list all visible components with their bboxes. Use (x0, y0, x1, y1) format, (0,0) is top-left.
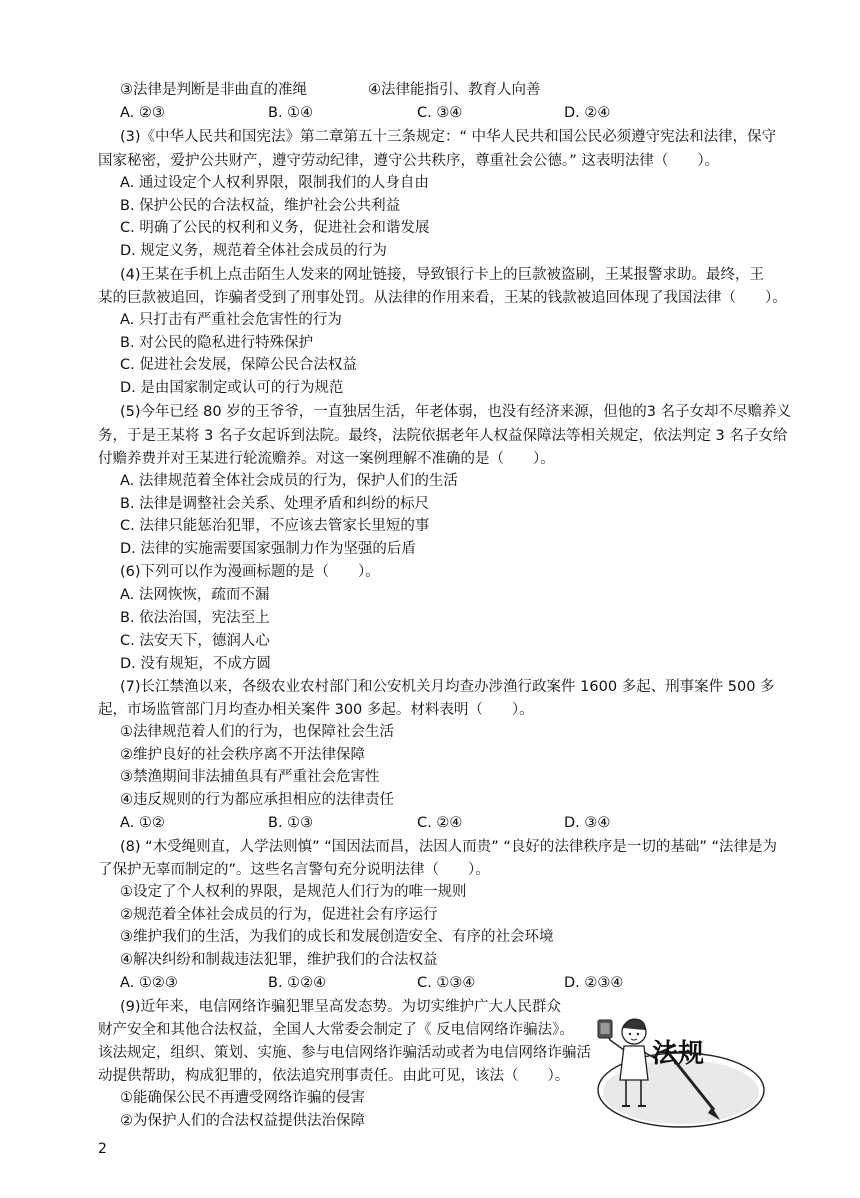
q2-option-d[interactable]: D. ②④ (564, 105, 611, 121)
q6-stem: (6)下列可以作为漫画标题的是（ ）。 (120, 564, 380, 580)
q6-option-a[interactable]: A. 法网恢恢，疏而不漏 (120, 587, 270, 603)
q9-stem-line-4: 动提供帮助，构成犯罪的，依法追究刑事责任。由此可见，该法（ ）。 (98, 1068, 570, 1084)
q8-item-3: ③维护我们的生活，为我们的成长和发展创造安全、有序的社会环境 (120, 929, 554, 945)
q3-option-a[interactable]: A. 通过设定个人权利界限，限制我们的人身自由 (120, 175, 429, 191)
illustration-sign-text: 法规 (652, 1039, 705, 1069)
q6-option-d[interactable]: D. 没有规矩，不成方圆 (120, 656, 271, 672)
q7-option-c[interactable]: C. ②④ (417, 815, 463, 831)
q5-stem-line-1: (5)今年已经 80 岁的王爷爷，一直独居生活，年老体弱，也没有经济来源，但他的3 名子女却不尽赡养义 (120, 404, 792, 420)
q9-stem-line-3: 该法规定，组织、策划、实施、参与电信网络诈骗活动或者为电信网络诈骗活 (98, 1045, 591, 1061)
cartoon-illustration (596, 1010, 766, 1130)
q8-option-b[interactable]: B. ①②④ (268, 975, 327, 991)
q4-stem-line-2: 某的巨款被追回，诈骗者受到了刑事处罚。从法律的作用来看，王某的钱款被追回体现了我国法律（ ）。 (98, 290, 787, 306)
q8-options (120, 973, 760, 993)
q2-options (120, 103, 760, 123)
q8-option-a[interactable]: A. ①②③ (120, 975, 178, 991)
q5-option-a[interactable]: A. 法律规范着全体社会成员的行为，保护人们的生活 (120, 473, 458, 489)
q2-option-c[interactable]: C. ③④ (417, 105, 463, 121)
q6-option-c[interactable]: C. 法安天下，德润人心 (120, 633, 270, 649)
q3-option-b[interactable]: B. 保护公民的合法权益，维护社会公共利益 (120, 198, 401, 214)
q4-option-b[interactable]: B. 对公民的隐私进行特殊保护 (120, 335, 314, 351)
q7-item-1: ①法律规范着人们的行为，也保障社会生活 (120, 724, 394, 740)
q8-item-1: ①设定了个人权利的界限，是规范人们行为的唯一规则 (120, 884, 467, 900)
q4-option-a[interactable]: A. 只打击有严重社会危害性的行为 (120, 312, 342, 328)
q3-option-d[interactable]: D. 规定义务，规范着全体社会成员的行为 (120, 243, 387, 259)
q4-stem-line-1: (4)王某在手机上点击陌生人发来的网址链接，导致银行卡上的巨款被盗刷，王某报警求助。最终，王 (120, 267, 765, 283)
q8-item-4: ④解决纠纷和制裁违法犯罪，维护我们的合法权益 (120, 952, 438, 968)
q4-option-c[interactable]: C. 促进社会发展，保障公民合法权益 (120, 357, 357, 373)
q6-option-b[interactable]: B. 依法治国，宪法至上 (120, 610, 270, 626)
q3-stem-line-2: 国家秘密，爱护公共财产，遵守劳动纪律，遵守公共秩序，尊重社会公德。” 这表明法律（ ）。 (98, 153, 720, 169)
q8-item-2: ②规范着全体社会成员的行为，促进社会有序运行 (120, 907, 438, 923)
q2-item-4: ④法律能指引、教育人向善 (368, 82, 541, 98)
q7-item-4: ④违反规则的行为都应承担相应的法律责任 (120, 792, 394, 808)
q8-option-c[interactable]: C. ①③④ (417, 975, 476, 991)
q7-option-a[interactable]: A. ①② (120, 815, 165, 831)
q7-option-b[interactable]: B. ①③ (268, 815, 314, 831)
q2-option-a[interactable]: A. ②③ (120, 105, 165, 121)
q3-stem-line-1: (3)《中华人民共和国宪法》第二章第五十三条规定：“ 中华人民共和国公民必须遵守宪法和法律，保守 (120, 129, 777, 145)
q3-option-c[interactable]: C. 明确了公民的权利和义务，促进社会和谐发展 (120, 220, 430, 236)
q5-stem-line-3: 付赡养费并对王某进行轮流赡养。对这一案例理解不准确的是（ ）。 (98, 451, 555, 467)
q8-stem-line-1: (8) “木受绳则直，人学法则慎” “国因法而昌，法因人而贵” “良好的法律秩序是一切的基础” “法律是为 (120, 839, 778, 855)
q2-item-3: ③法律是判断是非曲直的准绳 (120, 82, 307, 98)
q7-item-2: ②维护良好的社会秩序离不开法律保障 (120, 747, 365, 763)
q9-stem-line-2: 财产安全和其他合法权益，全国人大常委会制定了《 反电信网络诈骗法》。 (98, 1022, 574, 1038)
q5-option-c[interactable]: C. 法律只能惩治犯罪，不应该去管家长里短的事 (120, 518, 430, 534)
q8-stem-line-2: 了保护无辜而制定的”。这些名言警句充分说明法律（ ）。 (98, 862, 490, 878)
q9-item-2: ②为保护人们的合法权益提供法治保障 (120, 1113, 365, 1129)
page-number: 2 (98, 1141, 107, 1157)
q5-option-b[interactable]: B. 法律是调整社会关系、处理矛盾和纠纷的标尺 (120, 496, 430, 512)
q4-option-d[interactable]: D. 是由国家制定或认可的行为规范 (120, 380, 344, 396)
q9-stem-line-1: (9)近年来，电信网络诈骗犯罪呈高发态势。为切实维护广大人民群众 (120, 999, 562, 1015)
q7-option-d[interactable]: D. ③④ (564, 815, 611, 831)
q5-option-d[interactable]: D. 法律的实施需要国家强制力作为坚强的后盾 (120, 541, 416, 557)
q5-stem-line-2: 务，于是王某将 3 名子女起诉到法院。最终，法院依据老年人权益保障法等相关规定，依法判定 3 名子女给 (98, 428, 788, 444)
q7-stem-line-2: 起，市场监管部门月均查办相关案件 300 多起。材料表明（ ）。 (98, 702, 534, 718)
q7-stem-line-1: (7)长江禁渔以来，各级农业农村部门和公安机关月均查办涉渔行政案件 1600 多起、刑事案件 500 多 (120, 679, 775, 695)
q9-item-1: ①能确保公民不再遭受网络诈骗的侵害 (120, 1090, 365, 1106)
q8-option-d[interactable]: D. ②③④ (564, 975, 624, 991)
q2-option-b[interactable]: B. ①④ (268, 105, 314, 121)
q7-item-3: ③禁渔期间非法捕鱼具有严重社会危害性 (120, 769, 380, 785)
q7-options (120, 813, 760, 833)
